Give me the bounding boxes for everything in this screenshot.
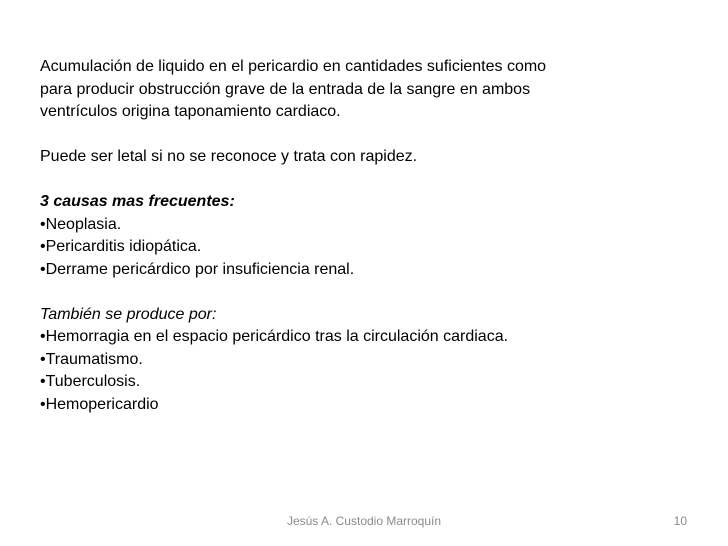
causes-heading: 3 causas mas frecuentes:	[40, 193, 235, 210]
spacer	[40, 169, 700, 192]
also-heading: También se produce por:	[40, 305, 217, 323]
slide-body	[40, 56, 700, 416]
cause-item: •Neoplasia.	[40, 215, 122, 233]
footer-author: Jesús A. Custodio Marroquín	[286, 514, 442, 528]
also-item: •Hemorragia en el espacio pericárdico tras la circulación cardiaca.	[40, 328, 509, 345]
page-number: 10	[673, 514, 687, 528]
intro-line: ventrículos origina taponamiento cardiaco.	[40, 103, 341, 120]
intro-line: para producir obstrucción grave de la entrada de la sangre en ambos	[40, 80, 531, 98]
spacer	[40, 124, 700, 147]
cause-item: •Derrame pericárdico por insuficiencia renal.	[40, 260, 355, 278]
also-item: •Tuberculosis.	[40, 373, 141, 390]
also-item: •Traumatismo.	[40, 350, 143, 368]
spacer	[40, 281, 700, 304]
cause-item: •Pericarditis idiopática.	[40, 238, 202, 255]
also-item: •Hemopericardio	[40, 395, 159, 413]
warning-text: Puede ser letal si no se reconoce y trata con rapidez.	[40, 148, 418, 165]
intro-line: Acumulación de liquido en el pericardio en cantidades suficientes como	[40, 58, 547, 75]
